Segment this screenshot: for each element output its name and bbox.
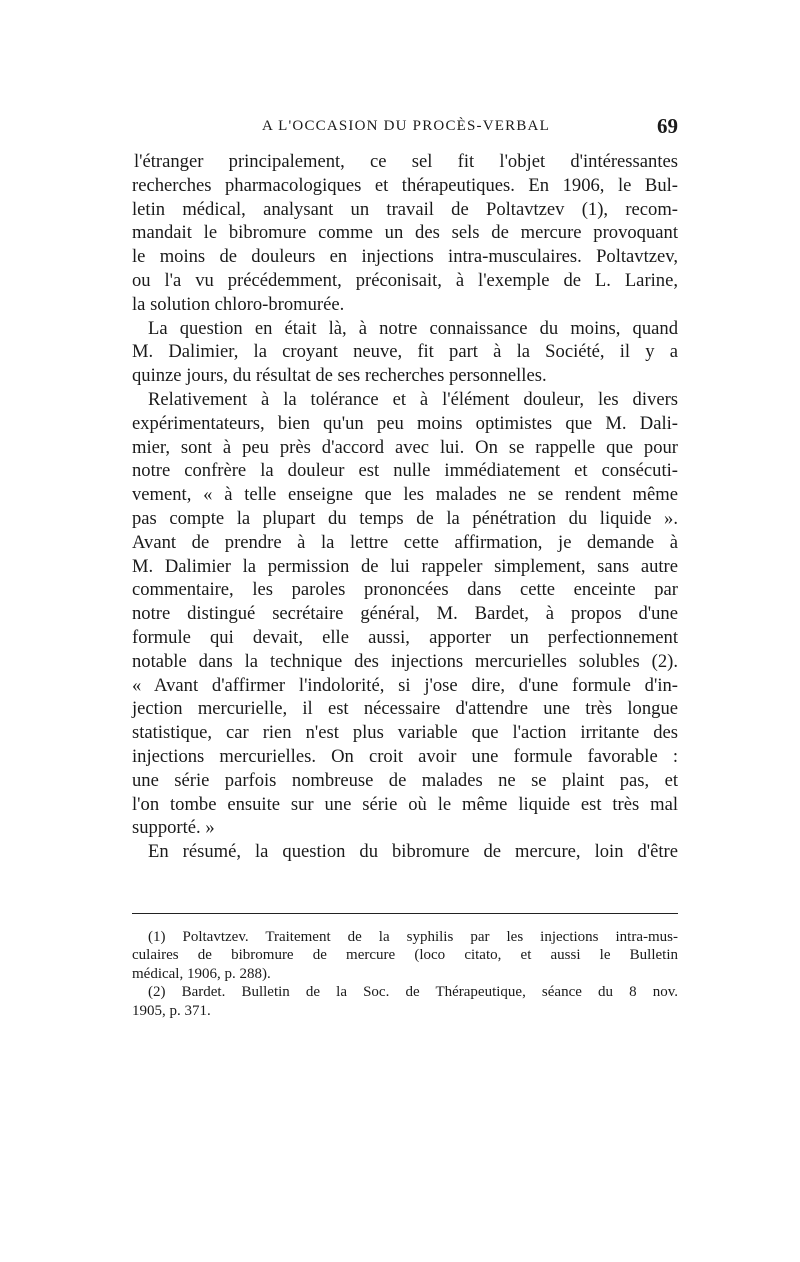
footnote-line: culaires de bibromure de mercure (loco citato, et aussi le Bulletin <box>132 947 678 964</box>
text-line: En résumé, la question du bibromure de mercure, loin d'être <box>148 841 678 863</box>
text-line: la solution chloro-bromurée. <box>132 293 345 315</box>
body-text <box>132 150 678 864</box>
text-line: l'on tombe ensuite sur une série où le même liquide est très mal <box>132 793 678 815</box>
text-line: le moins de douleurs en injections intra-musculaires. Poltavtzev, <box>132 246 678 268</box>
text-line: recherches pharmacologiques et thérapeutiques. En 1906, le Bul- <box>132 174 678 196</box>
text-line: ou l'a vu précédemment, préconisait, à l'exemple de L. Larine, <box>132 269 678 291</box>
text-line: injections mercurielles. On croit avoir une formule favorable : <box>132 745 678 767</box>
text-line: commentaire, les paroles prononcées dans cette enceinte par <box>132 579 678 601</box>
text-line: notre distingué secrétaire général, M. Bardet, à propos d'une <box>132 603 678 625</box>
text-line: letin médical, analysant un travail de Poltavtzev (1), recom- <box>132 198 678 220</box>
text-line: Relativement à la tolérance et à l'élément douleur, les divers <box>148 388 678 410</box>
text-line: expérimentateurs, bien qu'un peu moins optimistes que M. Dali- <box>132 412 678 434</box>
text-line: « Avant d'affirmer l'indolorité, si j'ose dire, d'une formule d'in- <box>132 674 678 696</box>
text-line: pas compte la plupart du temps de la pénétration du liquide ». <box>132 507 678 529</box>
page-number: 69 <box>657 114 678 138</box>
text-line: Avant de prendre à la lettre cette affirmation, je demande à <box>132 531 678 553</box>
text-line: M. Dalimier, la croyant neuve, fit part à la Société, il y a <box>132 341 678 363</box>
text-line: mier, sont à peu près d'accord avec lui. On se rappelle que pour <box>132 436 678 458</box>
footnote-line: médical, 1906, p. 288). <box>132 965 271 982</box>
footnote-line: (1) Poltavtzev. Traitement de la syphilis par les injections intra-mus- <box>148 929 678 945</box>
text-line: jection mercurielle, il est nécessaire d'attendre une très longue <box>132 698 678 720</box>
text-line: mandait le bibromure comme un des sels de mercure provoquant <box>132 222 678 244</box>
running-head <box>134 116 678 144</box>
text-line: M. Dalimier la permission de lui rappeler simplement, sans autre <box>132 555 678 577</box>
text-line: La question en était là, à notre connaissance du moins, quand <box>148 317 678 339</box>
footnote-line: 1905, p. 371. <box>132 1002 211 1019</box>
footnote-line: (2) Bardet. Bulletin de la Soc. de Thérapeutique, séance du 8 nov. <box>148 984 678 1001</box>
text-line: notable dans la technique des injections mercurielles solubles (2). <box>132 650 678 672</box>
text-line: notre confrère la douleur est nulle immédiatement et consécuti- <box>132 460 678 482</box>
text-line: statistique, car rien n'est plus variable que l'action irritante des <box>132 722 678 744</box>
text-line: supporté. » <box>132 817 215 839</box>
footnote-divider <box>132 913 678 914</box>
text-line: vement, « à telle enseigne que les malades ne se rendent même <box>132 484 678 506</box>
footnotes <box>132 928 678 1020</box>
text-line: l'étranger principalement, ce sel fit l'objet d'intéressantes <box>134 151 678 172</box>
text-line: formule qui devait, elle aussi, apporter un perfectionnement <box>132 626 678 648</box>
text-line: quinze jours, du résultat de ses recherches personnelles. <box>132 365 547 387</box>
running-title: A L'OCCASION DU PROCÈS-VERBAL <box>262 118 550 134</box>
text-line: une série parfois nombreuse de malades ne se plaint pas, et <box>132 769 678 791</box>
